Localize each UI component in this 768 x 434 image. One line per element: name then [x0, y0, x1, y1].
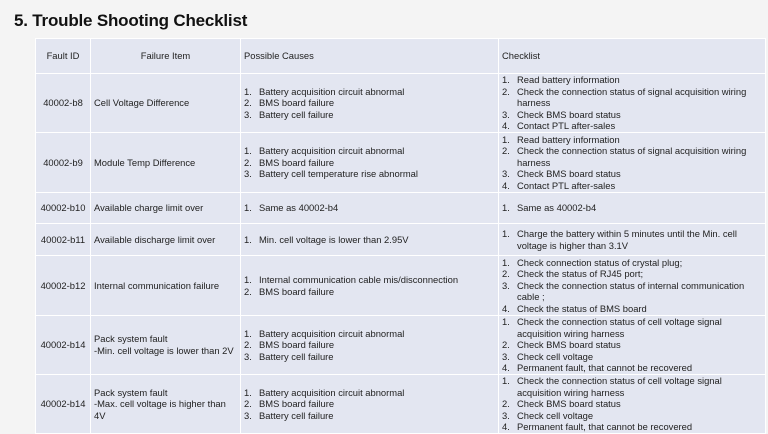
item-text: BMS board failure	[259, 97, 335, 109]
item-number: 3.	[502, 409, 510, 421]
cause-item	[244, 339, 495, 351]
table-row	[36, 224, 766, 256]
table-row	[36, 375, 766, 434]
possible-causes-cell	[241, 193, 499, 224]
checklist-list	[502, 202, 762, 214]
checklist-item	[502, 180, 762, 192]
item-number: 3.	[244, 409, 252, 421]
cause-item	[244, 398, 495, 410]
item-number: 1.	[502, 74, 510, 86]
checklist-item	[502, 168, 762, 180]
table-row	[36, 74, 766, 133]
cause-item	[244, 410, 495, 422]
item-number: 3.	[502, 168, 510, 180]
failure-item-cell	[91, 316, 241, 375]
item-text: Check cell voltage	[517, 350, 594, 362]
item-text: Battery cell failure	[259, 409, 334, 421]
checklist-item	[502, 228, 762, 251]
checklist-item	[502, 109, 762, 121]
failure-item-line: Pack system fault	[94, 333, 168, 345]
item-text: BMS board failure	[259, 398, 335, 410]
item-number: 2.	[244, 156, 252, 168]
item-number: 3.	[502, 108, 510, 120]
item-number: 3.	[244, 350, 252, 362]
cause-item	[244, 286, 495, 298]
possible-causes-cell	[241, 316, 499, 375]
item-number: 1.	[502, 375, 510, 387]
failure-item-line: -Min. cell voltage is lower than 2V	[94, 345, 234, 356]
failure-item-line: -Max. cell voltage is higher than 4V	[94, 398, 226, 421]
item-number: 3.	[502, 279, 510, 291]
checklist-item	[502, 398, 762, 410]
checklist-item	[502, 120, 762, 132]
failure-item-cell	[91, 133, 241, 193]
cause-item	[244, 234, 495, 246]
item-text: Check cell voltage	[517, 409, 594, 421]
item-number: 4.	[502, 421, 510, 433]
item-number: 4.	[502, 362, 510, 374]
cause-item	[244, 97, 495, 109]
item-number: 1.	[502, 133, 510, 145]
troubleshooting-table	[35, 38, 766, 434]
causes-list	[244, 274, 495, 297]
item-number: 1.	[502, 202, 510, 214]
cause-item	[244, 351, 495, 363]
item-number: 1.	[244, 233, 252, 245]
fault-id-cell: 40002-b14	[36, 375, 91, 434]
cause-item	[244, 157, 495, 169]
item-text: Contact PTL after-sales	[517, 179, 616, 191]
checklist-list	[502, 375, 762, 433]
cause-item	[244, 387, 495, 399]
cause-item	[244, 274, 495, 286]
item-text: Check BMS board status	[517, 108, 621, 120]
item-text: Read battery information	[517, 74, 620, 86]
checklist-cell	[499, 375, 766, 434]
item-number: 1.	[244, 85, 252, 97]
item-text: Battery acquisition circuit abnormal	[259, 145, 405, 157]
checklist-cell	[499, 74, 766, 133]
page-title: 5. Trouble Shooting Checklist	[14, 11, 248, 30]
item-text: BMS board failure	[259, 339, 335, 351]
item-number: 1.	[244, 273, 252, 285]
table-row	[36, 193, 766, 224]
checklist-item	[502, 202, 762, 214]
checklist-item	[502, 280, 762, 303]
checklist-item	[502, 268, 762, 280]
checklist-item	[502, 86, 762, 109]
item-text: Permanent fault, that cannot be recovered	[517, 362, 693, 374]
checklist-cell	[499, 256, 766, 316]
item-text: Check the connection status of signal acquisition wiring harness	[517, 145, 747, 168]
checklist-cell	[499, 133, 766, 193]
item-number: 2.	[244, 339, 252, 351]
item-number: 2.	[502, 268, 510, 280]
item-text: Battery acquisition circuit abnormal	[259, 85, 405, 97]
item-number: 3.	[502, 350, 510, 362]
item-text: Check BMS board status	[517, 398, 621, 410]
causes-list	[244, 328, 495, 363]
item-text: Check the connection status of cell voltage signal acquisition wiring harness	[517, 375, 722, 398]
possible-causes-cell	[241, 256, 499, 316]
item-number: 1.	[244, 386, 252, 398]
fault-id-cell: 40002-b11	[36, 224, 91, 256]
checklist-item	[502, 339, 762, 351]
checklist-list	[502, 74, 762, 132]
item-text: Read battery information	[517, 133, 620, 145]
cause-item	[244, 109, 495, 121]
item-text: Battery cell temperature rise abnormal	[259, 168, 418, 180]
failure-item-line: Available discharge limit over	[94, 233, 216, 245]
checklist-item	[502, 410, 762, 422]
checklist-cell	[499, 193, 766, 224]
checklist-item	[502, 351, 762, 363]
cause-item	[244, 168, 495, 180]
item-text: Check BMS board status	[517, 168, 621, 180]
item-number: 1.	[502, 227, 510, 239]
checklist-item	[502, 421, 762, 433]
table-body	[36, 74, 766, 434]
possible-causes-cell	[241, 375, 499, 434]
checklist-item	[502, 375, 762, 398]
item-number: 1.	[502, 256, 510, 268]
header-fault-id: Fault ID	[36, 39, 91, 74]
failure-item-cell	[91, 256, 241, 316]
checklist-item	[502, 134, 762, 146]
causes-list	[244, 202, 495, 214]
item-number: 2.	[244, 285, 252, 297]
item-number: 1.	[244, 145, 252, 157]
fault-id-cell: 40002-b10	[36, 193, 91, 224]
checklist-list	[502, 257, 762, 315]
checklist-item	[502, 257, 762, 269]
checklist-item	[502, 303, 762, 315]
item-text: Check the connection status of internal communication cable ;	[517, 279, 745, 303]
item-text: BMS board failure	[259, 285, 335, 297]
failure-item-cell	[91, 193, 241, 224]
item-number: 2.	[502, 85, 510, 97]
cause-item	[244, 86, 495, 98]
item-text: Check the connection status of cell voltage signal acquisition wiring harness	[517, 316, 722, 339]
item-text: Contact PTL after-sales	[517, 120, 616, 132]
header-failure-item: Failure Item	[91, 39, 241, 74]
item-text: Battery cell failure	[259, 108, 334, 120]
table-row	[36, 133, 766, 193]
item-text: Internal communication cable mis/disconnection	[259, 273, 459, 285]
item-text: Check the status of RJ45 port;	[517, 268, 644, 280]
item-number: 2.	[244, 97, 252, 109]
cause-item	[244, 145, 495, 157]
causes-list	[244, 86, 495, 121]
checklist-item	[502, 362, 762, 374]
item-text: Battery cell failure	[259, 350, 334, 362]
fault-id-cell: 40002-b8	[36, 74, 91, 133]
item-text: Same as 40002-b4	[259, 202, 339, 214]
item-text: Check the connection status of signal acquisition wiring harness	[517, 85, 747, 109]
failure-item-cell	[91, 224, 241, 256]
item-text: Charge the battery within 5 minutes until the Min. cell voltage is higher than 3.1V	[517, 227, 737, 251]
fault-id-cell: 40002-b12	[36, 256, 91, 316]
cause-item	[244, 328, 495, 340]
item-number: 1.	[244, 327, 252, 339]
causes-list	[244, 234, 495, 246]
failure-item-cell	[91, 375, 241, 434]
item-text: Permanent fault, that cannot be recovered	[517, 421, 693, 433]
failure-item-line: Cell Voltage Difference	[94, 97, 190, 109]
possible-causes-cell	[241, 224, 499, 256]
item-number: 1.	[244, 202, 252, 214]
item-text: Check the status of BMS board	[517, 302, 647, 314]
item-text: BMS board failure	[259, 156, 335, 168]
possible-causes-cell	[241, 74, 499, 133]
item-number: 1.	[502, 316, 510, 328]
item-number: 3.	[244, 108, 252, 120]
possible-causes-cell	[241, 133, 499, 193]
item-number: 3.	[244, 168, 252, 180]
checklist-item	[502, 316, 762, 339]
checklist-list	[502, 134, 762, 192]
checklist-cell	[499, 316, 766, 375]
item-text: Check connection status of crystal plug;	[517, 256, 683, 268]
table-row	[36, 256, 766, 316]
causes-list	[244, 387, 495, 422]
failure-item-line: Internal communication failure	[94, 279, 220, 291]
cause-item	[244, 202, 495, 214]
checklist-item	[502, 74, 762, 86]
table-header-row	[36, 39, 766, 74]
header-checklist: Checklist	[499, 39, 766, 74]
header-possible-causes: Possible Causes	[241, 39, 499, 74]
item-text: Battery acquisition circuit abnormal	[259, 327, 405, 339]
fault-id-cell: 40002-b9	[36, 133, 91, 193]
failure-item-line: Module Temp Difference	[94, 156, 196, 168]
item-text: Min. cell voltage is lower than 2.95V	[259, 233, 409, 245]
checklist-item	[502, 145, 762, 168]
item-text: Check BMS board status	[517, 339, 621, 351]
item-number: 2.	[502, 398, 510, 410]
item-number: 4.	[502, 302, 510, 314]
failure-item-line: Available charge limit over	[94, 202, 204, 214]
checklist-list	[502, 228, 762, 251]
item-number: 2.	[244, 398, 252, 410]
checklist-list	[502, 316, 762, 374]
item-text: Same as 40002-b4	[517, 202, 597, 214]
item-number: 2.	[502, 339, 510, 351]
checklist-cell	[499, 224, 766, 256]
failure-item-cell	[91, 74, 241, 133]
item-number: 4.	[502, 120, 510, 132]
failure-item-line: Pack system fault	[94, 386, 168, 398]
item-number: 2.	[502, 145, 510, 157]
item-number: 4.	[502, 179, 510, 191]
table-row	[36, 316, 766, 375]
item-text: Battery acquisition circuit abnormal	[259, 386, 405, 398]
fault-id-cell: 40002-b14	[36, 316, 91, 375]
causes-list	[244, 145, 495, 180]
